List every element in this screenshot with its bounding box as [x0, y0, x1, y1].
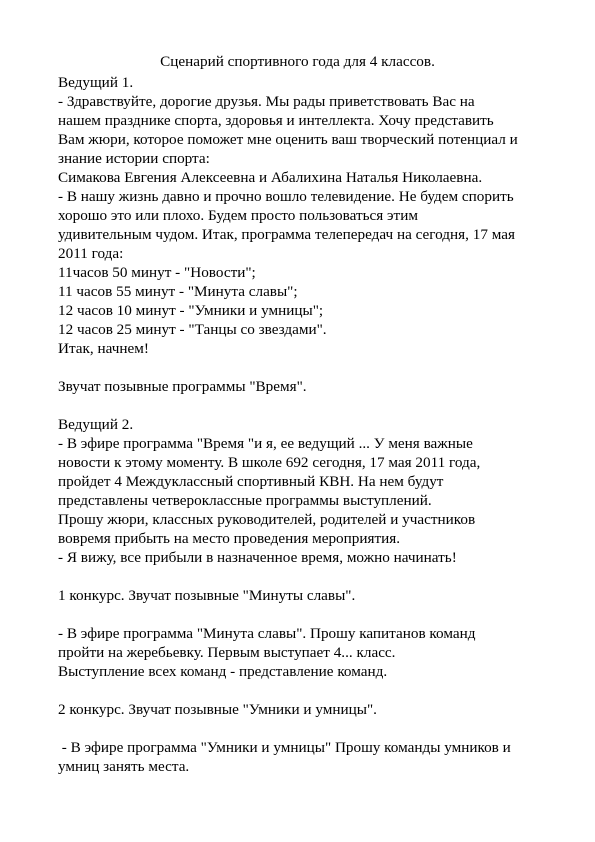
text-line: - В эфире программа "Минута славы". Прошу капитанов команд: [58, 625, 476, 642]
text-line: 2 конкурс. Звучат позывные "Умники и умницы".: [58, 701, 377, 718]
text-line: - Здравствуйте, дорогие друзья. Мы рады приветствовать Вас на: [58, 93, 475, 110]
blank-line: [58, 396, 578, 415]
text-line: - В эфире программа "Время "и я, ее ведущий ... У меня важные: [58, 435, 473, 452]
blank-line: [58, 681, 578, 700]
text-line: нашем празднике спорта, здоровья и интеллекта. Хочу представить: [58, 112, 494, 129]
text-line: - В эфире программа "Умники и умницы" Прошу команды умников и: [58, 739, 511, 756]
text-line: Вам жюри, которое поможет мне оценить ваш творческий потенциал и: [58, 131, 518, 148]
text-line: Прошу жюри, классных руководителей, родителей и участников: [58, 511, 476, 528]
text-line: знание истории спорта:: [58, 150, 210, 167]
text-line: 11 часов 55 минут - "Минута славы";: [58, 283, 298, 300]
text-line: Ведущий 1.: [58, 74, 134, 91]
text-line: пройти на жеребьевку. Первым выступает 4... класс.: [58, 644, 396, 661]
text-line: Симакова Евгения Алексеевна и Абалихина Наталья Николаевна.: [58, 169, 483, 186]
text-line: - Я вижу, все прибыли в назначенное время, можно начинать!: [58, 549, 457, 566]
text-line: вовремя прибыть на место проведения мероприятия.: [58, 530, 401, 547]
text-line: умниц занять места.: [58, 758, 190, 775]
blank-line: [58, 567, 578, 586]
document-title: Сценарий спортивного года для 4 классов.: [160, 53, 435, 70]
text-line: Звучат позывные программы "Время".: [58, 378, 307, 395]
text-line: 12 часов 10 минут - "Умники и умницы";: [58, 302, 324, 319]
text-line: 12 часов 25 минут - "Танцы со звездами".: [58, 321, 327, 338]
text-line: новости к этому моменту. В школе 692 сегодня, 17 мая 2011 года,: [58, 454, 481, 471]
blank-line: [58, 358, 578, 377]
text-line: 2011 года:: [58, 245, 124, 262]
text-line: хорошо это или плохо. Будем просто пользоваться этим: [58, 207, 418, 224]
blank-line: [58, 719, 578, 738]
text-line: Итак, начнем!: [58, 340, 149, 357]
text-line: 11часов 50 минут - "Новости";: [58, 264, 256, 281]
text-line: представлены четвероклассные программы выступлений.: [58, 492, 432, 509]
text-line: Выступление всех команд - представление команд.: [58, 663, 388, 680]
text-line: пройдет 4 Междуклассный спортивный КВН. На нем будут: [58, 473, 444, 490]
text-line: - В нашу жизнь давно и прочно вошло телевидение. Не будем спорить: [58, 188, 514, 205]
blank-line: [58, 605, 578, 624]
text-line: Ведущий 2.: [58, 416, 134, 433]
document-body: [58, 73, 578, 776]
text-line: удивительным чудом. Итак, программа телепередач на сегодня, 17 мая: [58, 226, 515, 243]
text-line: 1 конкурс. Звучат позывные "Минуты славы".: [58, 587, 356, 604]
